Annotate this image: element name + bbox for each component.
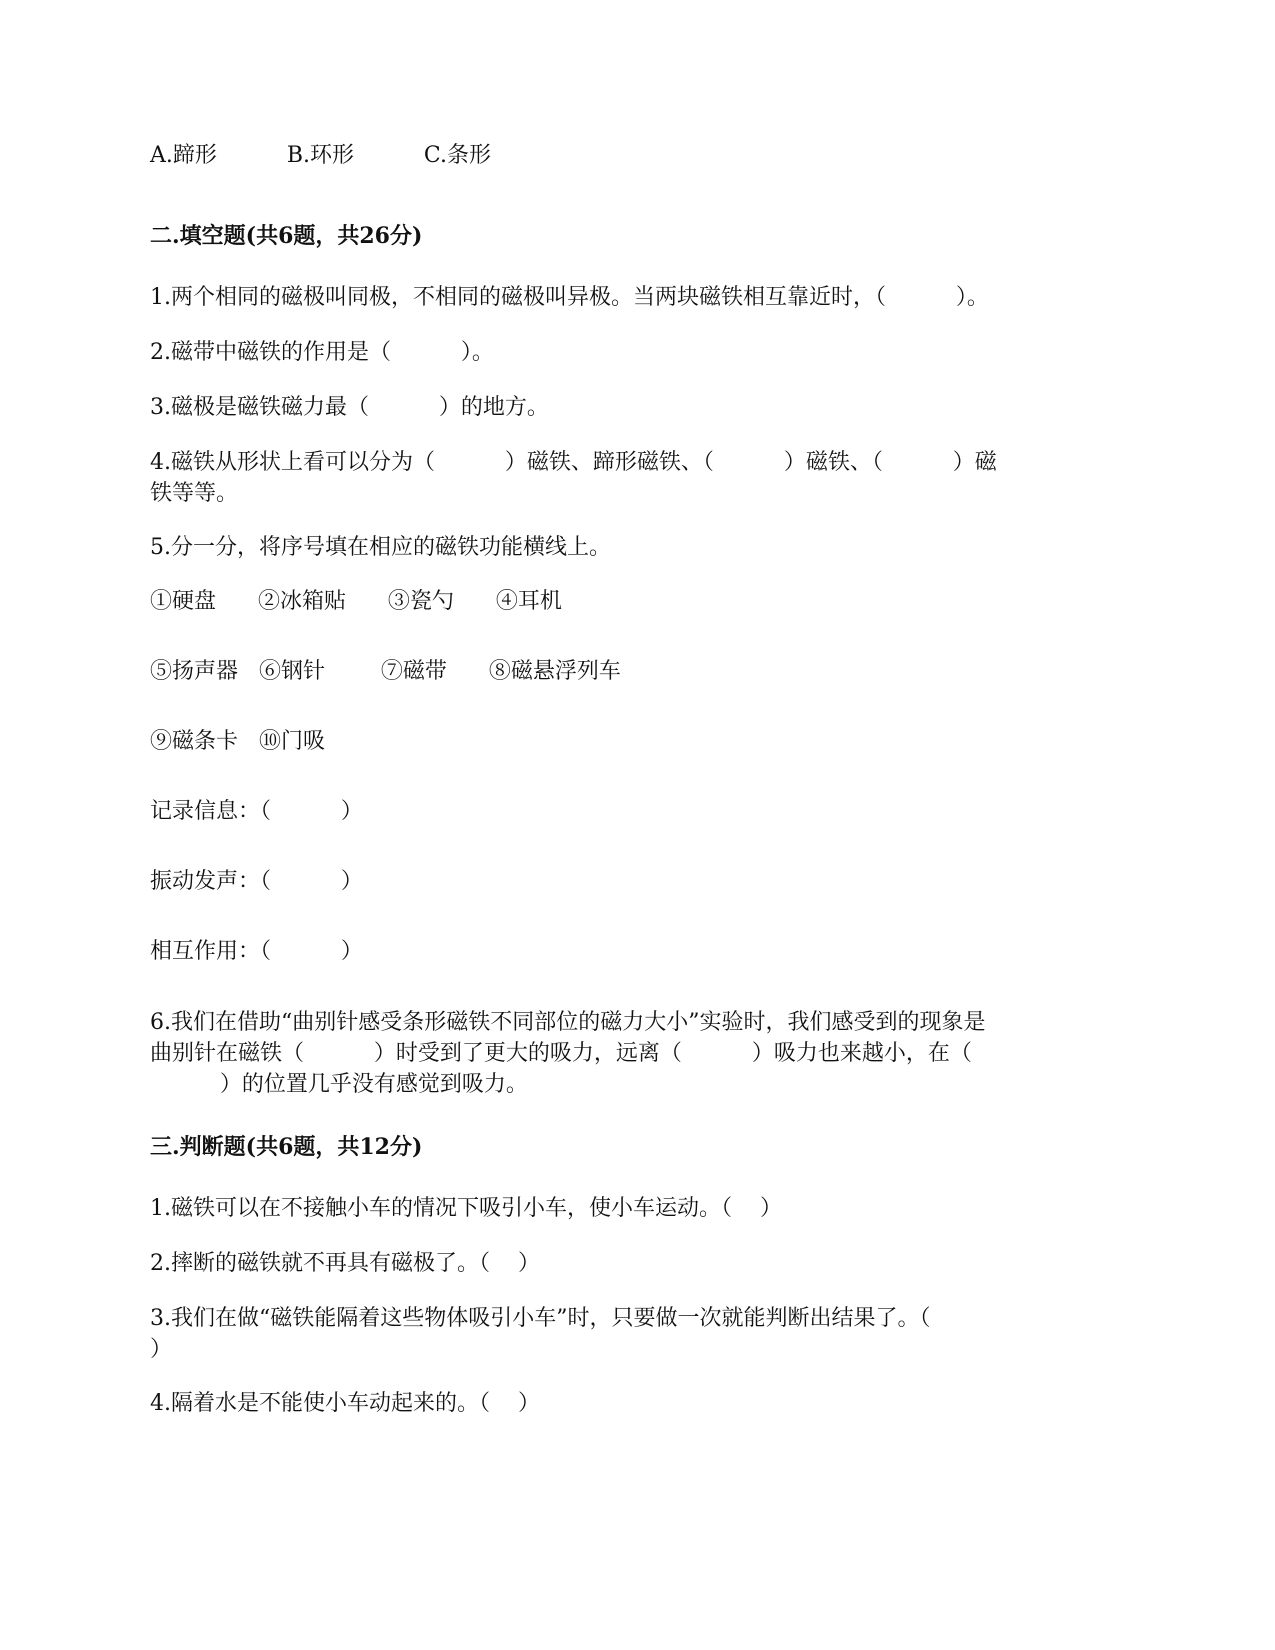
question-2-5-interaction: 相互作用：（ ） — [150, 939, 363, 964]
question-3-3-line2: ） — [150, 1337, 173, 1362]
question-2-5-sound: 振动发声：（ ） — [150, 869, 363, 894]
question-2-4-line1: 4.磁铁从形状上看可以分为（ ）磁铁、蹄形磁铁、（ ）磁铁、（ ）磁 — [150, 450, 997, 475]
question-2-3: 3.磁极是磁铁磁力最（ ）的地方。 — [150, 395, 549, 420]
question-2-5-items-row1: ①硬盘 ②冰箱贴 ③瓷勺 ④耳机 — [150, 589, 562, 614]
question-2-5-items-row3: ⑨磁条卡 ⑩门吸 — [150, 729, 325, 754]
question-2-5-items-row2: ⑤扬声器 ⑥钢针 ⑦磁带 ⑧磁悬浮列车 — [150, 659, 621, 684]
question-2-1: 1.两个相同的磁极叫同极，不相同的磁极叫异极。当两块磁铁相互靠近时，（ ）。 — [150, 285, 989, 310]
question-2-5: 5.分一分，将序号填在相应的磁铁功能横线上。 — [150, 535, 611, 560]
question-2-2: 2.磁带中磁铁的作用是（ ）。 — [150, 340, 494, 365]
question-3-4: 4.隔着水是不能使小车动起来的。（ ） — [150, 1391, 540, 1416]
question-2-6-line1: 6.我们在借助“曲别针感受条形磁铁不同部位的磁力大小”实验时，我们感受到的现象是 — [150, 1010, 986, 1035]
choice-options: A.蹄形 B.环形 C.条形 — [150, 143, 491, 168]
question-2-4-line2: 铁等等。 — [150, 481, 239, 506]
question-3-2: 2.摔断的磁铁就不再具有磁极了。（ ） — [150, 1251, 540, 1276]
question-3-3-line1: 3.我们在做“磁铁能隔着这些物体吸引小车”时，只要做一次就能判断出结果了。（ — [150, 1306, 931, 1331]
question-3-1: 1.磁铁可以在不接触小车的情况下吸引小车，使小车运动。（ ） — [150, 1196, 782, 1221]
question-2-5-record-info: 记录信息：（ ） — [150, 799, 363, 824]
question-2-6-line3: ）的位置几乎没有感觉到吸力。 — [150, 1072, 528, 1097]
section-heading-fill-blank: 二.填空题(共6题，共26分) — [150, 223, 423, 249]
section-heading-true-false: 三.判断题(共6题，共12分) — [150, 1134, 423, 1160]
question-2-6-line2: 曲别针在磁铁（ ）时受到了更大的吸力，远离（ ）吸力也来越小，在（ — [150, 1041, 972, 1066]
